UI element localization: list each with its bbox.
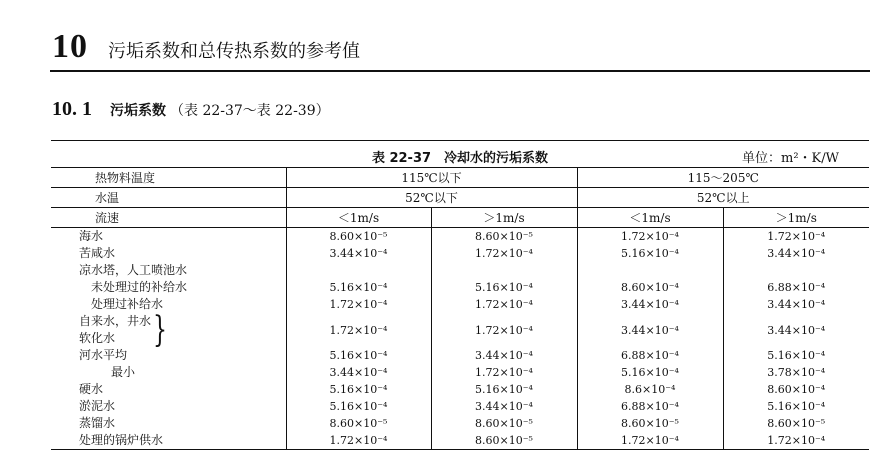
table-cell: 8.60×10⁻⁵ bbox=[723, 415, 869, 432]
header-row-temperature bbox=[51, 168, 869, 188]
header-cell: 115℃以下 bbox=[286, 168, 577, 188]
row-label: 软化水 bbox=[79, 331, 116, 345]
header-row-flow-speed bbox=[51, 208, 869, 228]
table-cell: 8.60×10⁻⁴ bbox=[577, 279, 723, 296]
table-cell: 5.16×10⁻⁴ bbox=[431, 381, 577, 398]
row-label: 处理的锅炉供水 bbox=[51, 432, 286, 450]
table-row bbox=[51, 279, 869, 296]
table-cell: 1.72×10⁻⁴ bbox=[431, 245, 577, 262]
table-cell bbox=[431, 262, 577, 279]
table-row bbox=[51, 364, 869, 381]
table-cell: 5.16×10⁻⁴ bbox=[723, 398, 869, 415]
table-cell: 5.16×10⁻⁴ bbox=[723, 347, 869, 364]
header-cell: 52℃以上 bbox=[577, 188, 869, 208]
table-cell: 8.6×10⁻⁴ bbox=[577, 381, 723, 398]
header-cell: 115～205℃ bbox=[577, 168, 869, 188]
table-cell: 5.16×10⁻⁴ bbox=[286, 381, 431, 398]
chapter-rule bbox=[50, 70, 870, 72]
table-caption: 表 22-37 冷却水的污垢系数 bbox=[371, 151, 549, 166]
section-subtitle: （表 22-37～表 22-39） bbox=[170, 103, 330, 119]
table-cell bbox=[286, 262, 431, 279]
header-cell: ＜1m/s bbox=[286, 208, 431, 228]
brace-icon: } bbox=[153, 310, 168, 350]
table-cell: 6.88×10⁻⁴ bbox=[577, 347, 723, 364]
table-cell: 3.44×10⁻⁴ bbox=[286, 364, 431, 381]
table-cell: 3.44×10⁻⁴ bbox=[577, 313, 723, 347]
table-cell: 1.72×10⁻⁴ bbox=[577, 432, 723, 450]
section-heading bbox=[52, 98, 330, 121]
table-cell: 1.72×10⁻⁴ bbox=[577, 228, 723, 246]
table-cell: 8.60×10⁻⁵ bbox=[431, 228, 577, 246]
header-label-water-temp: 水温 bbox=[51, 188, 286, 208]
table-cell: 3.44×10⁻⁴ bbox=[431, 347, 577, 364]
table-cell: 5.16×10⁻⁴ bbox=[286, 398, 431, 415]
header-cell: ＞1m/s bbox=[431, 208, 577, 228]
row-label: 最小 bbox=[111, 365, 136, 379]
data-table bbox=[51, 167, 869, 450]
section-number: 10. 1 bbox=[52, 98, 92, 120]
row-label: 自来水，井水 bbox=[79, 314, 152, 328]
table-cell: 5.16×10⁻⁴ bbox=[577, 364, 723, 381]
table-cell: 3.44×10⁻⁴ bbox=[723, 313, 869, 347]
table-cell: 5.16×10⁻⁴ bbox=[577, 245, 723, 262]
table-cell: 8.60×10⁻⁵ bbox=[577, 415, 723, 432]
table-cell: 1.72×10⁻⁴ bbox=[286, 296, 431, 313]
table-cell: 3.78×10⁻⁴ bbox=[723, 364, 869, 381]
header-label-flow-speed: 流速 bbox=[51, 208, 286, 228]
chapter-title: 污垢系数和总传热系数的参考值 bbox=[108, 41, 360, 62]
table-cell: 1.72×10⁻⁴ bbox=[723, 228, 869, 246]
row-label-group bbox=[51, 310, 286, 350]
table-cell: 1.72×10⁻⁴ bbox=[431, 364, 577, 381]
row-label: 淤泥水 bbox=[79, 399, 116, 413]
row-label: 河水平均 bbox=[79, 348, 128, 362]
table-cell: 3.44×10⁻⁴ bbox=[286, 245, 431, 262]
table-cell: 8.60×10⁻⁵ bbox=[431, 432, 577, 450]
header-label-temperature: 热物料温度 bbox=[51, 168, 286, 188]
row-label: 硬水 bbox=[79, 382, 104, 396]
table-cell: 1.72×10⁻⁴ bbox=[723, 432, 869, 450]
row-label: 未处理过的补给水 bbox=[91, 280, 188, 294]
table-cell: 3.44×10⁻⁴ bbox=[723, 245, 869, 262]
table-cell bbox=[723, 262, 869, 279]
chapter-number: 10 bbox=[52, 28, 88, 65]
header-cell: 52℃以下 bbox=[286, 188, 577, 208]
table-row bbox=[51, 262, 869, 279]
table-cell: 8.60×10⁻⁴ bbox=[723, 381, 869, 398]
table-cell: 1.72×10⁻⁴ bbox=[286, 432, 431, 450]
table-row bbox=[51, 398, 869, 415]
table-cell: 5.16×10⁻⁴ bbox=[286, 279, 431, 296]
table-cell: 8.60×10⁻⁵ bbox=[286, 228, 431, 246]
row-label: 蒸馏水 bbox=[79, 416, 116, 430]
table-cell bbox=[577, 262, 723, 279]
table-cell: 8.60×10⁻⁵ bbox=[286, 415, 431, 432]
header-cell: ＞1m/s bbox=[723, 208, 869, 228]
header-row-water-temp bbox=[51, 188, 869, 208]
table-caption-bar bbox=[51, 140, 869, 167]
table-cell: 6.88×10⁻⁴ bbox=[577, 398, 723, 415]
fouling-factor-table bbox=[51, 140, 869, 450]
table-row bbox=[51, 432, 869, 450]
table-cell: 5.16×10⁻⁴ bbox=[431, 279, 577, 296]
table-row bbox=[51, 245, 869, 262]
table-cell: 3.44×10⁻⁴ bbox=[431, 398, 577, 415]
row-label: 海水 bbox=[79, 229, 104, 243]
table-cell: 1.72×10⁻⁴ bbox=[431, 296, 577, 313]
table-row bbox=[51, 415, 869, 432]
table-cell: 1.72×10⁻⁴ bbox=[431, 313, 577, 347]
header-cell: ＜1m/s bbox=[577, 208, 723, 228]
table-row bbox=[51, 228, 869, 246]
table-cell: 1.72×10⁻⁴ bbox=[286, 313, 431, 347]
table-cell: 3.44×10⁻⁴ bbox=[723, 296, 869, 313]
row-label: 处理过补给水 bbox=[91, 297, 164, 311]
table-row bbox=[51, 347, 869, 364]
table-cell: 5.16×10⁻⁴ bbox=[286, 347, 431, 364]
section-title: 污垢系数 bbox=[110, 103, 166, 119]
row-label: 凉水塔，人工喷池水 bbox=[79, 263, 188, 277]
table-cell: 3.44×10⁻⁴ bbox=[577, 296, 723, 313]
row-label: 苦咸水 bbox=[79, 246, 116, 260]
chapter-heading bbox=[52, 28, 360, 68]
table-row bbox=[51, 296, 869, 313]
table-cell: 6.88×10⁻⁴ bbox=[723, 279, 869, 296]
table-unit: 单位：m²・K/W bbox=[742, 151, 839, 166]
table-row bbox=[51, 381, 869, 398]
table-row bbox=[51, 313, 869, 347]
table-cell: 8.60×10⁻⁵ bbox=[431, 415, 577, 432]
